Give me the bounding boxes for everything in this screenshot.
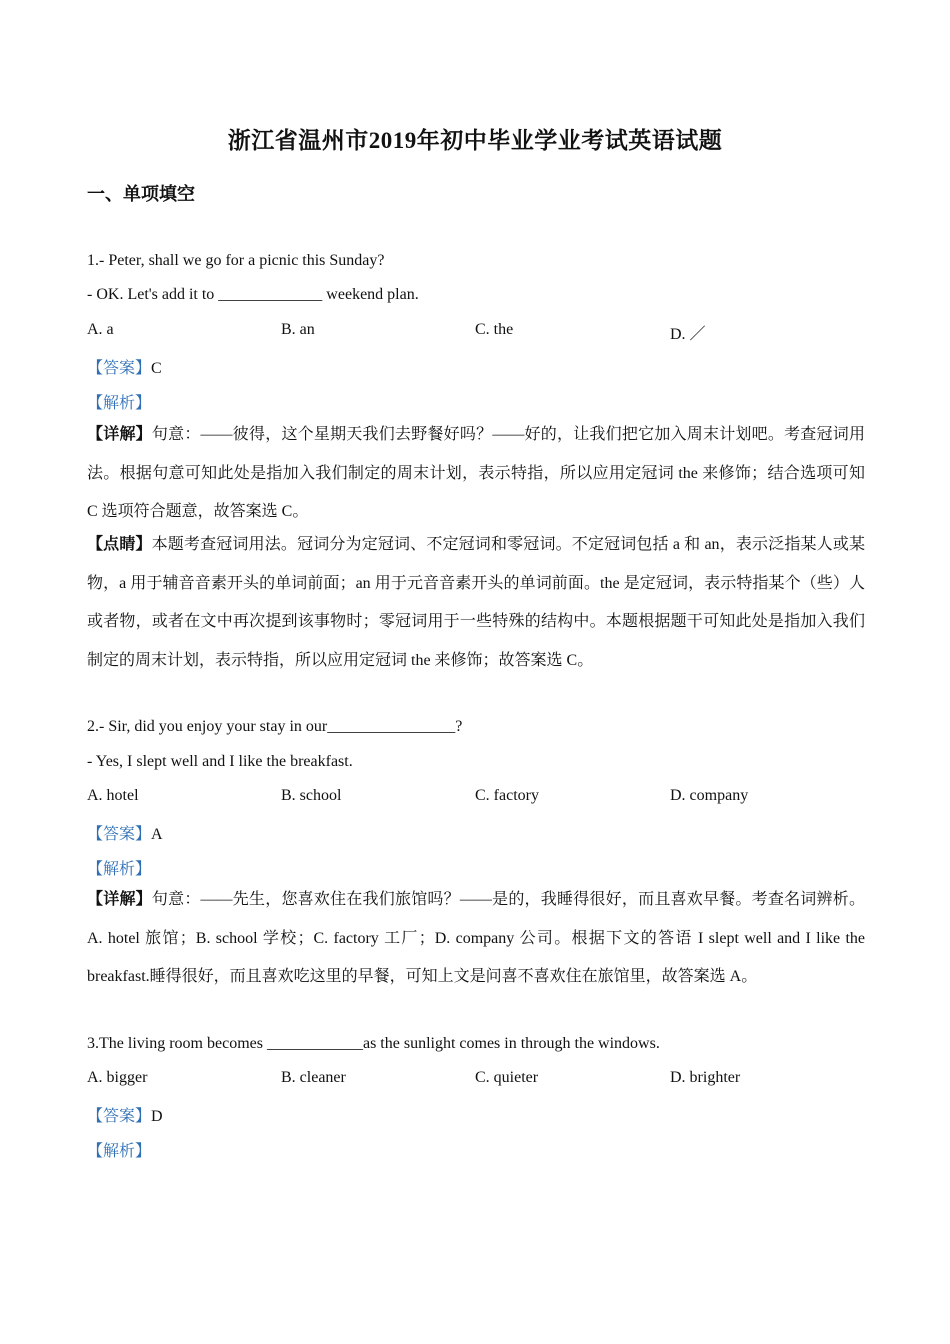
q1-option-c: C. the	[475, 321, 514, 338]
detail-label: 【详解】	[87, 426, 152, 443]
q1-stem-reply: - OK. Let's add it to _____________ weekend plan.	[87, 286, 419, 303]
section-heading: 一、单项填空	[87, 184, 195, 204]
q2-stem-reply: - Yes, I slept well and I like the breakfast.	[87, 753, 353, 770]
q1-detail	[87, 416, 865, 532]
detail-text: 句意：——彼得，这个星期天我们去野餐好吗？——好的，让我们把它加入周末计划吧。考查冠词用法。根据句意可知此处是指加入我们制定的周末计划，表示特指，所以应用定冠词 the 来修饰；结合选项可知 C 选项符合题意，故答案选 C。	[87, 426, 865, 520]
q3-option-b: B. cleaner	[281, 1069, 346, 1086]
q3-option-a: A. bigger	[87, 1069, 148, 1086]
q2-option-c: C. factory	[475, 787, 539, 804]
q2-detail	[87, 881, 865, 997]
q3-analysis-label: 【解析】	[87, 1143, 152, 1160]
q3-option-d: D. brighter	[670, 1069, 741, 1086]
answer-value: A	[151, 826, 163, 843]
answer-label: 【答案】	[87, 826, 152, 843]
q1-point	[87, 526, 865, 680]
point-label: 【点睛】	[87, 536, 152, 553]
answer-value: D	[151, 1108, 163, 1125]
q1-option-d: D. ／	[670, 326, 706, 343]
answer-label: 【答案】	[87, 360, 152, 377]
q2-answer	[87, 821, 163, 844]
q2-stem: 2.- Sir, did you enjoy your stay in our________________?	[87, 718, 463, 735]
detail-text: 句意：——先生，您喜欢住在我们旅馆吗？——是的，我睡得很好，而且喜欢早餐。考查名词辨析。A. hotel 旅馆；B. school 学校；C. factory 工厂；D. company 公司。根据下文的答语 I slept well and I like the breakfast.睡得很好，而且喜欢吃这里的早餐，可知上文是问喜不喜欢住在旅馆里，故答案选 A。	[87, 891, 865, 985]
page-title: 浙江省温州市2019年初中毕业学业考试英语试题	[227, 128, 723, 153]
answer-label: 【答案】	[87, 1108, 152, 1125]
q1-answer	[87, 355, 162, 378]
q2-option-a: A. hotel	[87, 787, 139, 804]
q1-option-b: B. an	[281, 321, 315, 338]
q1-option-a: A. a	[87, 321, 114, 338]
q2-option-d: D. company	[670, 787, 749, 804]
q1-analysis-label: 【解析】	[87, 395, 152, 412]
detail-label: 【详解】	[87, 891, 152, 908]
answer-value: C	[151, 360, 162, 377]
q2-option-b: B. school	[281, 787, 342, 804]
q2-analysis-label: 【解析】	[87, 861, 152, 878]
q3-option-c: C. quieter	[475, 1069, 539, 1086]
q3-answer	[87, 1103, 163, 1126]
q1-stem: 1.- Peter, shall we go for a picnic this Sunday?	[87, 252, 385, 269]
q3-stem: 3.The living room becomes ____________as the sunlight comes in through the windows.	[87, 1035, 660, 1052]
point-text: 本题考查冠词用法。冠词分为定冠词、不定冠词和零冠词。不定冠词包括 a 和 an，表示泛指某人或某物，a 用于辅音音素开头的单词前面；an 用于元音音素开头的单词前面。the 是定冠词，表示特指某个（些）人或者物，或者在文中再次提到该事物时；零冠词用于一些特殊的结构中。本题根据题干可知此处是指加入我们制定的周末计划，表示特指，所以应用定冠词 the 来修饰；故答案选 C。	[87, 536, 865, 669]
